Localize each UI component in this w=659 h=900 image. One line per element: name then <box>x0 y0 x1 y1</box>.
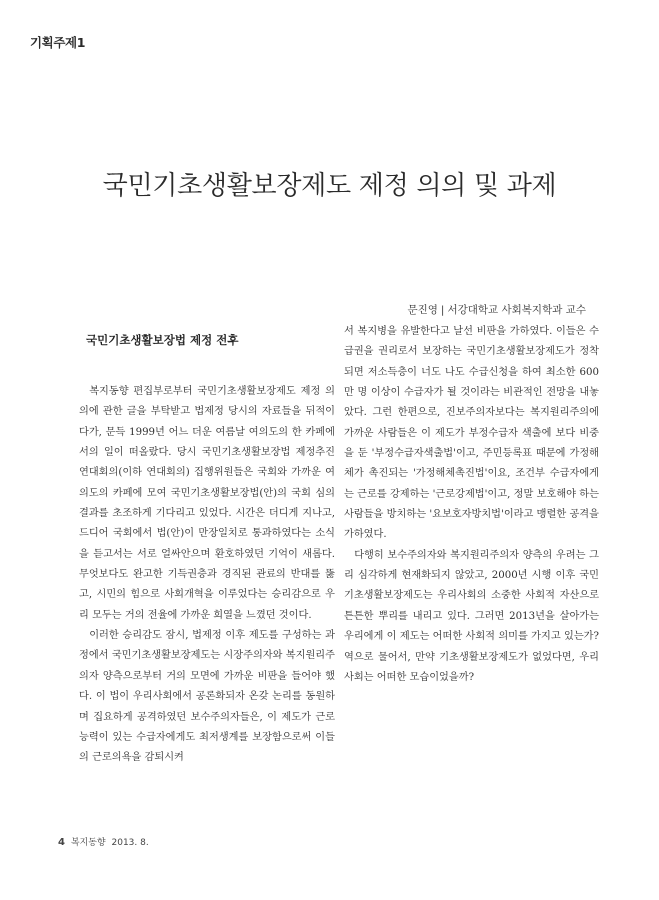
publication-name: 복지동향 <box>70 838 106 848</box>
right-column <box>344 322 599 688</box>
author-separator: | <box>440 304 445 316</box>
body-paragraph: 서 복지병을 유발한다고 날선 비판을 가하였다. 이들은 수급권을 권리로서 보장하는 국민기초생활보장제도가 정착되면 저소득층이 너도 나도 수급신청을 하여 최소한 600만 명 이상이 수급자가 될 것이라는 비관적인 전망을 내놓았다. 그런 한편으로, 진보주의자보다는 복지원리주의에 가까운 사람들은 이 제도가 부정수급자 색출에 보다 비중을 둔 '부정수급자색출법'이고, 주민등록표 때문에 가정해체가 촉진되는 '가정해체촉진법'이요, 조건부 수급자에게는 근로를 강제하는 '근로강제법'이고, 정말 보호해야 하는 사람들을 방치하는 '요보호자방치법'이라고 맹렬한 공격을 가하였다. <box>344 326 599 541</box>
author-line <box>407 302 586 317</box>
author-affiliation: 서강대학교 사회복지학과 교수 <box>447 304 586 316</box>
section-subheading: 국민기초생활보장법 제정 전후 <box>86 333 239 347</box>
body-paragraph: 이러한 승리감도 잠시, 법제정 이후 제도를 구성하는 과정에서 국민기초생활보장제도는 시장주의자와 복지원리주의자 양측으로부터 거의 모면에 가까운 비판을 들어야 했다. 이 법이 우리사회에서 공론화되자 온갖 논리를 동원하며 집요하게 공격하였던 보수주의자들은, 이 제도가 근로능력이 있는 수급자에게도 최저생계를 보장함으로써 이들의 근로의욕을 감퇴시켜 <box>79 630 335 764</box>
issue-date: 2013. 8. <box>111 838 149 848</box>
page-number: 4 <box>58 837 65 848</box>
body-paragraph: 복지동향 편집부로부터 국민기초생활보장제도 제정 의의에 관한 글을 부탁받고 법제정 당시의 자료들을 뒤적이다가, 문득 1999년 어느 더운 여름날 여의도의 한 카페에서의 일이 떠올랐다. 당시 국민기초생활보장법 제정추진 연대회의(이하 연대회의) 집행위원들은 국회와 가까운 여의도의 카페에 모여 국민기초생활보장법(안)의 국회 심의결과를 초조하게 기다리고 있었다. 시간은 더디게 지나고, 드디어 국회에서 법(안)이 만장일치로 통과하였다는 소식을 듣고서는 서로 얼싸안으며 환호하였던 기억이 새롭다. 무엇보다도 완고한 기득권층과 경직된 관료의 반대를 뚫고, 시민의 힘으로 사회개혁을 이루었다는 승리감으로 우리 모두는 거의 전율에 가까운 희열을 느꼈던 것이다. <box>79 386 335 621</box>
left-column <box>79 324 335 769</box>
article-title: 국민기초생활보장제도 제정 의의 및 과제 <box>102 171 557 202</box>
author-name: 문진영 <box>407 304 438 316</box>
page-footer <box>58 835 149 848</box>
body-paragraph: 다행히 보수주의자와 복지원리주의자 양측의 우려는 그리 심각하게 현재화되지 않았고, 2000년 시행 이후 국민기초생활보장제도는 우리사회의 소중한 사회적 자산으로 튼튼한 뿌리를 내리고 있다. 그러면 2013년을 살아가는 우리에게 이 제도는 어떠한 사회적 의미를 가지고 있는가? 역으로 물어서, 만약 기초생활보장제도가 없었다면, 우리사회는 어떠한 모습이었을까? <box>344 549 599 683</box>
section-tag: 기획주제1 <box>30 35 85 50</box>
